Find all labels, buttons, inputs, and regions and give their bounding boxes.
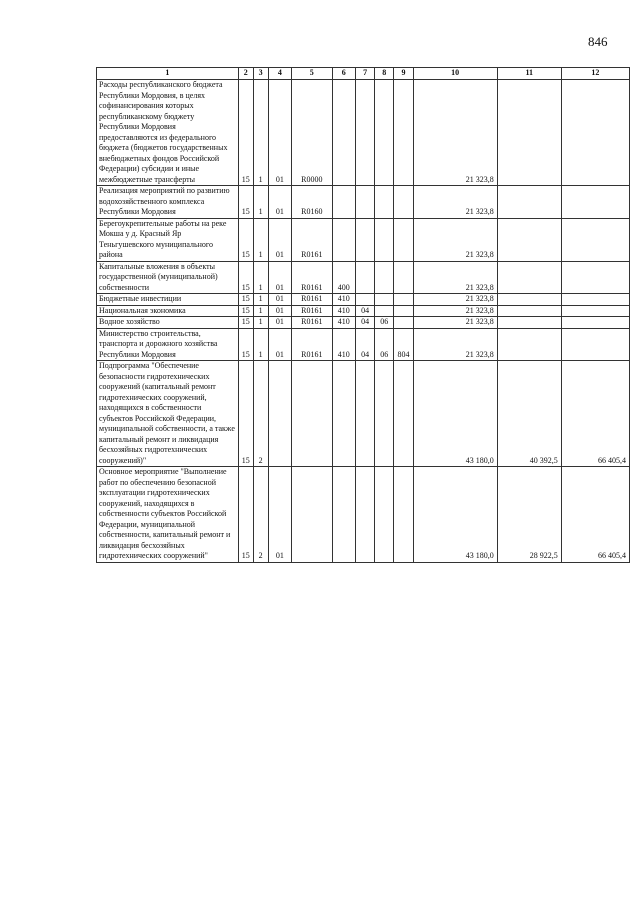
cell-col-10: 43 180,0: [413, 361, 497, 467]
cell-col-3: 1: [253, 294, 268, 306]
cell-col-6: 400: [332, 261, 355, 294]
cell-col-4: 01: [268, 467, 291, 563]
table-row: [97, 294, 630, 306]
table-row: [97, 80, 630, 186]
header-cell-4: 4: [268, 68, 291, 80]
cell-col-10: 21 323,8: [413, 305, 497, 317]
cell-col-6: [332, 361, 355, 467]
cell-col-11: [497, 328, 561, 361]
cell-col-12: 66 405,4: [561, 467, 629, 563]
cell-col-5: R0161: [292, 218, 333, 261]
cell-col-12: [561, 294, 629, 306]
cell-col-7: [355, 186, 374, 219]
cell-col-4: 01: [268, 218, 291, 261]
cell-col-9: [394, 218, 413, 261]
table-row: [97, 467, 630, 563]
cell-col-12: [561, 186, 629, 219]
cell-col-10: 21 323,8: [413, 261, 497, 294]
cell-col-7: [355, 261, 374, 294]
cell-col-10: 43 180,0: [413, 467, 497, 563]
header-cell-2: 2: [238, 68, 253, 80]
cell-col-6: [332, 467, 355, 563]
cell-col-4: 01: [268, 294, 291, 306]
cell-col-11: [497, 80, 561, 186]
cell-col-2: 15: [238, 218, 253, 261]
cell-col-9: [394, 361, 413, 467]
cell-col-8: [375, 361, 394, 467]
cell-col-3: 1: [253, 305, 268, 317]
cell-col-4: 01: [268, 317, 291, 329]
cell-col-7: [355, 218, 374, 261]
header-cell-11: 11: [497, 68, 561, 80]
cell-col-3: 1: [253, 328, 268, 361]
cell-col-6: [332, 218, 355, 261]
cell-col-5: [292, 467, 333, 563]
cell-col-4: 01: [268, 186, 291, 219]
table-row: [97, 305, 630, 317]
cell-col-4: 01: [268, 80, 291, 186]
cell-col-11: [497, 218, 561, 261]
table-row: [97, 186, 630, 219]
cell-col-2: 15: [238, 294, 253, 306]
cell-col-10: 21 323,8: [413, 186, 497, 219]
cell-col-5: [292, 361, 333, 467]
cell-col-12: 66 405,4: [561, 361, 629, 467]
cell-col-11: [497, 317, 561, 329]
header-cell-9: 9: [394, 68, 413, 80]
cell-col-3: 1: [253, 186, 268, 219]
header-cell-5: 5: [292, 68, 333, 80]
cell-col-8: 06: [375, 317, 394, 329]
cell-col-10: 21 323,8: [413, 328, 497, 361]
cell-col-10: 21 323,8: [413, 317, 497, 329]
row-name: Подпрограмма "Обеспечение безопасности гидротехнических сооружений (капитальный ремонт гидротехнических сооружений, находящихся в собственности субъектов Российской Федерации, муниципальной собственности, а также капитальный ремонт и ликвидация бесхозяйных гидротехнических сооружений)": [97, 361, 239, 467]
cell-col-2: 15: [238, 80, 253, 186]
page-number: 846: [588, 34, 608, 49]
cell-col-4: [268, 361, 291, 467]
table-row: [97, 361, 630, 467]
row-name: Капитальные вложения в объекты государственной (муниципальной) собственности: [97, 261, 239, 294]
header-cell-12: 12: [561, 68, 629, 80]
cell-col-9: [394, 317, 413, 329]
cell-col-12: [561, 305, 629, 317]
cell-col-5: R0160: [292, 186, 333, 219]
cell-col-9: [394, 294, 413, 306]
cell-col-7: [355, 294, 374, 306]
header-cell-8: 8: [375, 68, 394, 80]
cell-col-8: [375, 80, 394, 186]
cell-col-10: 21 323,8: [413, 218, 497, 261]
header-cell-1: 1: [97, 68, 239, 80]
cell-col-3: 2: [253, 467, 268, 563]
cell-col-11: 28 922,5: [497, 467, 561, 563]
cell-col-9: 804: [394, 328, 413, 361]
cell-col-2: 15: [238, 317, 253, 329]
cell-col-10: 21 323,8: [413, 80, 497, 186]
cell-col-12: [561, 328, 629, 361]
cell-col-4: 01: [268, 305, 291, 317]
cell-col-12: [561, 317, 629, 329]
cell-col-10: 21 323,8: [413, 294, 497, 306]
row-name: Министерство строительства, транспорта и дорожного хозяйства Республики Мордовия: [97, 328, 239, 361]
cell-col-5: R0000: [292, 80, 333, 186]
cell-col-3: 2: [253, 361, 268, 467]
cell-col-2: 15: [238, 261, 253, 294]
cell-col-8: [375, 218, 394, 261]
cell-col-7: [355, 80, 374, 186]
cell-col-2: 15: [238, 361, 253, 467]
cell-col-6: 410: [332, 328, 355, 361]
cell-col-6: 410: [332, 317, 355, 329]
cell-col-6: [332, 80, 355, 186]
row-name: Бюджетные инвестиции: [97, 294, 239, 306]
cell-col-6: 410: [332, 305, 355, 317]
cell-col-8: 06: [375, 328, 394, 361]
cell-col-12: [561, 261, 629, 294]
cell-col-12: [561, 80, 629, 186]
cell-col-3: 1: [253, 80, 268, 186]
cell-col-7: [355, 361, 374, 467]
table-row: [97, 218, 630, 261]
cell-col-2: 15: [238, 186, 253, 219]
cell-col-11: [497, 305, 561, 317]
cell-col-11: 40 392,5: [497, 361, 561, 467]
table-row: [97, 261, 630, 294]
cell-col-6: 410: [332, 294, 355, 306]
cell-col-8: [375, 305, 394, 317]
cell-col-7: [355, 467, 374, 563]
budget-table: [96, 67, 630, 563]
cell-col-3: 1: [253, 261, 268, 294]
row-name: Национальная экономика: [97, 305, 239, 317]
cell-col-11: [497, 261, 561, 294]
cell-col-9: [394, 186, 413, 219]
cell-col-12: [561, 218, 629, 261]
table-row: [97, 317, 630, 329]
cell-col-11: [497, 294, 561, 306]
row-name: Водное хозяйство: [97, 317, 239, 329]
cell-col-5: R0161: [292, 261, 333, 294]
cell-col-11: [497, 186, 561, 219]
row-name: Реализация мероприятий по развитию водохозяйственного комплекса Республики Мордовия: [97, 186, 239, 219]
cell-col-4: 01: [268, 261, 291, 294]
cell-col-8: [375, 467, 394, 563]
cell-col-4: 01: [268, 328, 291, 361]
table-header-row: [97, 68, 630, 80]
cell-col-5: R0161: [292, 317, 333, 329]
cell-col-9: [394, 80, 413, 186]
row-name: Расходы республиканского бюджета Республики Мордовия, в целях софинансирования которых республиканскому бюджету Республики Мордовия предоставляются из федерального бюджета (бюджетов государственных внебюджетных фондов Российской Федерации) субсидии и иные межбюджетные трансферты: [97, 80, 239, 186]
cell-col-5: R0161: [292, 305, 333, 317]
cell-col-9: [394, 261, 413, 294]
cell-col-8: [375, 294, 394, 306]
cell-col-5: R0161: [292, 328, 333, 361]
cell-col-2: 15: [238, 305, 253, 317]
row-name: Берегоукрепительные работы на реке Мокша у д. Красный Яр Теньгушевского муниципального района: [97, 218, 239, 261]
cell-col-7: 04: [355, 328, 374, 361]
cell-col-3: 1: [253, 317, 268, 329]
cell-col-5: R0161: [292, 294, 333, 306]
cell-col-9: [394, 467, 413, 563]
row-name: Основное мероприятие "Выполнение работ по обеспечению безопасной эксплуатации гидротехнических сооружений, находящихся в собственности субъектов Российской Федерации, муниципальной собственности, капитальный ремонт и ликвидация бесхозяйных гидротехнических сооружений": [97, 467, 239, 563]
cell-col-8: [375, 261, 394, 294]
header-cell-6: 6: [332, 68, 355, 80]
header-cell-7: 7: [355, 68, 374, 80]
table-row: [97, 328, 630, 361]
cell-col-2: 15: [238, 467, 253, 563]
cell-col-6: [332, 186, 355, 219]
cell-col-7: 04: [355, 305, 374, 317]
cell-col-8: [375, 186, 394, 219]
cell-col-2: 15: [238, 328, 253, 361]
cell-col-7: 04: [355, 317, 374, 329]
cell-col-3: 1: [253, 218, 268, 261]
header-cell-10: 10: [413, 68, 497, 80]
header-cell-3: 3: [253, 68, 268, 80]
cell-col-9: [394, 305, 413, 317]
